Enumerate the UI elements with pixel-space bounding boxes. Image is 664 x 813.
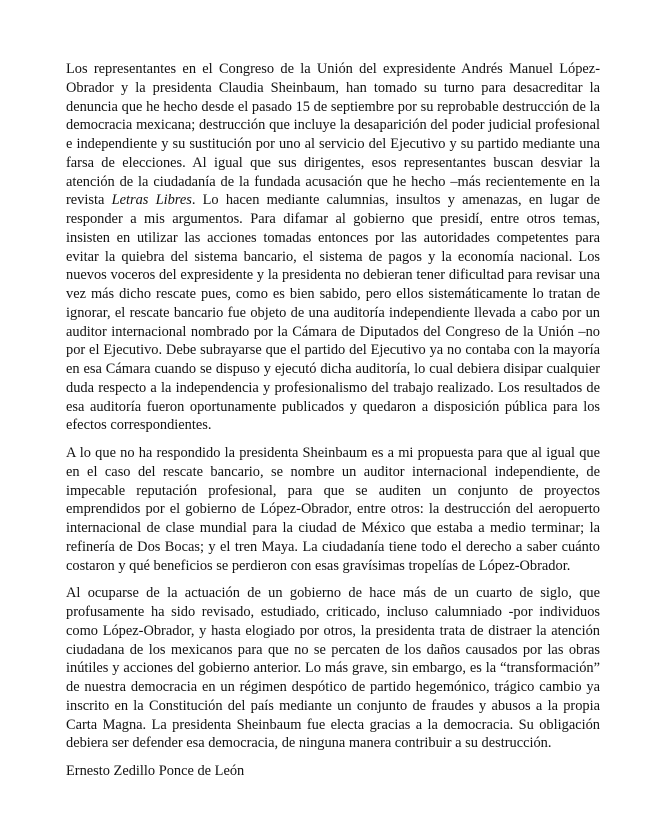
signature: Ernesto Zedillo Ponce de León xyxy=(66,763,245,779)
paragraph-2: A lo que no ha respondido la presidenta Sheinbaum es a mi propuesta para que al igual que en el caso del rescate bancario, se nombre un auditor internacional independiente, de impecable reputación profesional, para que se auditen un conjunto de proyectos emprendidos por el gobierno de López-Obrador, entre otros: la destrucción del aeropuerto internacional de clase mundial para la ciudad de México que estaba a medio terminar; la refinería de Dos Bocas; y el tren Maya. La ciudadanía tiene todo el derecho a saber cuánto costaron y qué beneficios se perdieron con esas gravísimas tropelías de López-Obrador. xyxy=(66,445,600,574)
paragraph-1-text-start: Los representantes en el Congreso de la Unión del expresidente Andrés Manuel López-Obrador y la presidenta Claudia Sheinbaum, han tomado su turno para desacreditar la denuncia que he hecho desde el pasado 15 de septiembre por su reprobable destrucción de la democracia mexicana; destrucción que incluye la desaparición del poder judicial profesional e independiente y su sustitución por uno al servicio del Ejecutivo y su partido mediante una farsa de elecciones. Al igual que sus dirigentes, esos representantes buscan desviar la atención de la ciudadanía de la fundada acusación que he hecho –más recientemente en la revista xyxy=(66,61,600,209)
paragraph-1-text-end: . Lo hacen mediante calumnias, insultos y amenazas, en lugar de responder a mis argumentos. Para difamar al gobierno que presidí, entre otros temas, insisten en utilizar las acciones tomadas entonces por las autoridades competentes para evitar la quiebra del sistema bancario, el sistema de pagos y la economía nacional. Los nuevos voceros del expresidente y la presidenta no debieran tener dificultad para revisar una vez más dicho rescate pues, como es bien sabido, pero ellos sistemáticamente lo tratan de ignorar, el rescate bancario fue objeto de una auditoría independiente llevada a cabo por un auditor internacional nombrado por la Cámara de Diputados del Congreso de la Unión –no por el Ejecutivo. Debe subrayarse que el partido del Ejecutivo ya no contaba con la mayoría en esa Cámara cuando se dispuso y ejecutó dicha auditoría, lo cual debiera disipar cualquier duda respecto a la independencia y profesionalismo del trabajo realizado. Los resultados de esa auditoría fueron oportunamente publicados y quedaron a disposición pública para los efectos correspondientes. xyxy=(66,192,600,434)
paragraph-3: Al ocuparse de la actuación de un gobierno de hace más de un cuarto de siglo, que profusamente ha sido revisado, estudiado, criticado, incluso calumniado -por individuos como López-Obrador, y hasta elogiado por otros, la presidenta trata de distraer la atención ciudadana de los mexicanos para que no se percaten de los daños causados por las obras inútiles y acciones del gobierno anterior. Lo más grave, sin embargo, es la “transformación” de nuestra democracia en un régimen despótico de partido hegemónico, trágico cambio ya inscrito en la Constitución del país mediante un conjunto de fraudes y abusos a la propia Carta Magna. La presidenta Sheinbaum fue electa gracias a la democracia. Su obligación debiera ser defender esa democracia, de ninguna manera contribuir a su destrucción. xyxy=(66,585,600,752)
paragraph-1 xyxy=(66,60,600,435)
magazine-title: Letras Libres xyxy=(111,192,192,209)
letter-document xyxy=(66,60,600,790)
